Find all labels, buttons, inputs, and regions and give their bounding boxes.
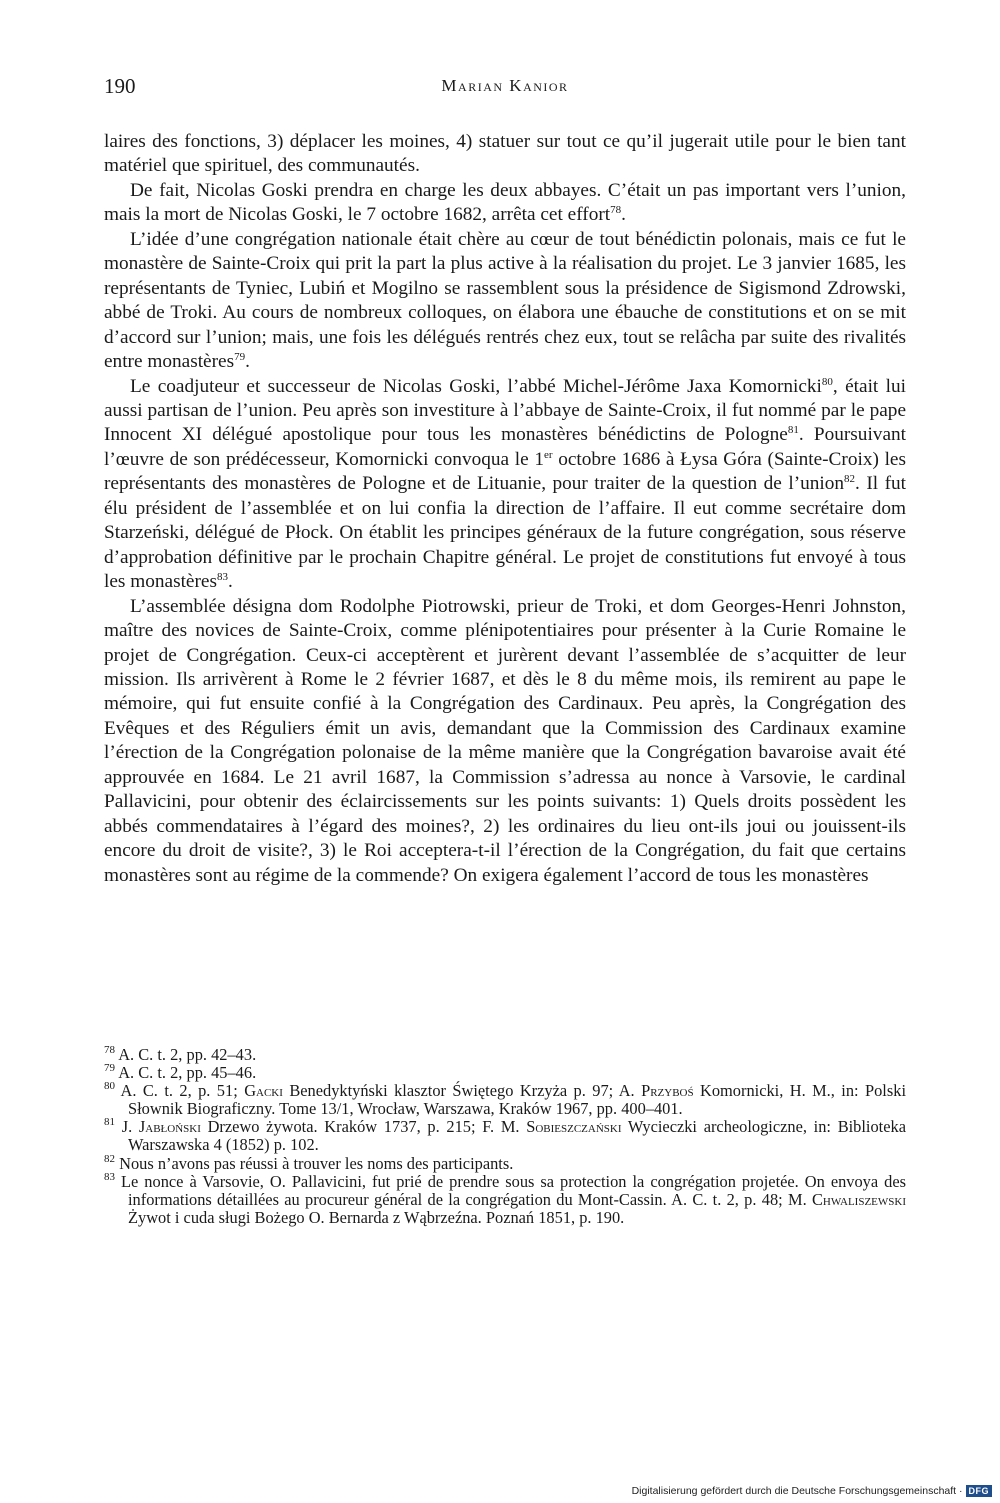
dfg-logo: DFG xyxy=(966,1485,993,1497)
body-text xyxy=(104,130,906,888)
paragraph: De fait, Nicolas Goski prendra en charge les deux abbayes. C’était un pas important vers l’union, mais la mort de Nicolas Goski, le 7 octobre 1682, arrêta cet effort$^{78}$. xyxy=(104,179,906,226)
author-name: Gacki xyxy=(244,1081,283,1101)
footnote: $^{83}$ Le nonce à Varsovie, O. Pallavicini, fut prié de prendre sous sa protection la congrégation projetée. On envoya des informations détaillées au procureur général de la congrégation du Mont-Cassin. A. C. t. 2, p. 48; M. Chwaliszewski Żywot i cuda sługi Bożego O. Bernarda z Wąbrzeźna. Poznań 1851, p. 190. xyxy=(104,1170,906,1227)
footnote: $^{82}$ Nous n’avons pas réussi à trouver les noms des participants. xyxy=(104,1152,514,1173)
footnote-number: 78 xyxy=(104,1044,115,1056)
footnote: $^{81}$ J. Jabłoński Drzewo żywota. Kraków 1737, p. 215; F. M. Sobieszczański Wycieczki archeologiczne, in: Biblioteka Warszawska 4 (1852) p. 102. xyxy=(104,1116,906,1155)
footnote-number: 82 xyxy=(104,1152,115,1165)
page-header xyxy=(104,74,906,104)
footnote-ref[interactable]: 79 xyxy=(234,351,246,364)
footnote-number: 83 xyxy=(104,1170,115,1183)
footnote-number: 81 xyxy=(104,1116,115,1129)
footnote: $^{80}$ A. C. t. 2, p. 51; Gacki Benedyktyński klasztor Świętego Krzyża p. 97; A. Przyboś Komornicki, H. M., in: Polski Słownik Biograficzny. Tome 13/1, Wrocław, Warszawa, Kraków 1967, pp. 400–401. xyxy=(104,1080,906,1119)
paragraph: L’idée d’une congrégation nationale était chère au cœur de tout bénédictin polonais, mais ce fut le monastère de Sainte-Croix qui prit la part la plus active à la réalisation du projet. Le 3 janvier 1685, les représentants de Tyniec, Lubiń et Mogilno se rassemblent sous la présidence de Sigismond Zdrowski, abbé de Troki. Au cours de nombreux colloques, on élabora une ébauche de constitutions et on se mit d’accord sur l’union; mais, une fois les délégués rentrés chez eux, tout se relâcha par suite des rivalités entre monastères$^{79}$. xyxy=(104,228,906,373)
footnote-ref[interactable]: 78 xyxy=(610,204,622,217)
paragraph: laires des fonctions, 3) déplacer les moines, 4) statuer sur tout ce qu’il jugerait utile pour le bien tant matériel que spirituel, des communautés. xyxy=(104,131,906,177)
footnote: $^{79}$ A. C. t. 2, pp. 45–46. xyxy=(104,1062,257,1083)
author-name: Przyboś xyxy=(641,1081,694,1101)
footnote-ref[interactable]: 80 xyxy=(821,375,833,388)
paragraph: Le coadjuteur et successeur de Nicolas Goski, l’abbé Michel-Jérôme Jaxa Komornicki$^{80}$, était lui aussi partisan de l’union. Peu après son investiture à l’abbaye de Sainte-Croix, il fut nommé par le pape Innocent XI délégué apostolique pour tous les monastères bénédictins de Pologne$^{81}$. Poursuivant l’œuvre de son prédécesseur, Komornicki convoqua le 1er octobre 1686 à Łysa Góra (Sainte-Croix) les représentants des monastères de Pologne et de Lituanie, pour traiter de la question de l’union$^{82}$. Il fut élu président de l’assemblée et on lui confia la direction de l’affaire. Il eut comme secrétaire dom Starzeński, délégué de Płock. On établit les principes généraux de la future congrégation, sous réserve d’approbation définitive par le prochain Chapitre général. Le projet de constitutions fut envoyé à tous les monastères$^{83}$. xyxy=(104,375,907,593)
footnote-ref[interactable]: 82 xyxy=(844,473,856,486)
author-name: Jabłoński xyxy=(138,1117,201,1137)
running-head: Marian Kanior xyxy=(441,76,569,95)
paragraph: L’assemblée désigna dom Rodolphe Piotrowski, prieur de Troki, et dom Georges-Henri Johnston, maître des novices de Sainte-Croix, comme plénipotentiaires pour présenter à la Curie Romaine le projet de Congrégation. Ceux-ci acceptèrent et jurèrent devant l’assemblée de s’acquitter de leur mission. Ils arrivèrent à Rome le 2 février 1687, et dès le 8 du même mois, ils remirent au pape le mémoire, qui fut ensuite confié à la Congrégation des Cardinaux. Peu après, la Congrégation des Evêques et des Réguliers émit un avis, demandant que la Commission des Cardinaux examine l’érection de la Congrégation polonaise de la même manière que la Congrégation bavaroise avait été approuvée en 1684. Le 21 avril 1687, la Commission s’adressa au nonce à Varsovie, le cardinal Pallavicini, pour obtenir des éclaircissements sur les points suivants: 1) Quels droits possèdent les abbés commendataires à l’égard des moines?, 2) les ordinaires du lieu ont-ils joui ou jouissent-ils encore du droit de visite?, 3) le Roi acceptera-t-il l’érection de la Congrégation, du fait que certains monastères sont au régime de la commende? On exigera également l’accord de tous les monastères xyxy=(104,595,906,886)
footnotes xyxy=(104,1046,906,1227)
footnote-number: 80 xyxy=(104,1080,115,1093)
ordinal-suffix: er xyxy=(543,448,553,461)
footnote-ref[interactable]: 83 xyxy=(216,571,228,584)
author-name: Sobieszczański xyxy=(526,1117,622,1137)
footnote-number: 79 xyxy=(104,1062,115,1075)
footnote-ref[interactable]: 81 xyxy=(787,424,799,437)
funding-text: Digitalisierung gefördert durch die Deutsche Forschungsgemeinschaft · xyxy=(631,1485,963,1497)
page-number: 190 xyxy=(104,74,136,98)
funding-note xyxy=(632,1485,992,1497)
author-name: Chwaliszewski xyxy=(811,1189,906,1209)
footnote: $^{78}$ A. C. t. 2, pp. 42–43. xyxy=(104,1044,257,1064)
